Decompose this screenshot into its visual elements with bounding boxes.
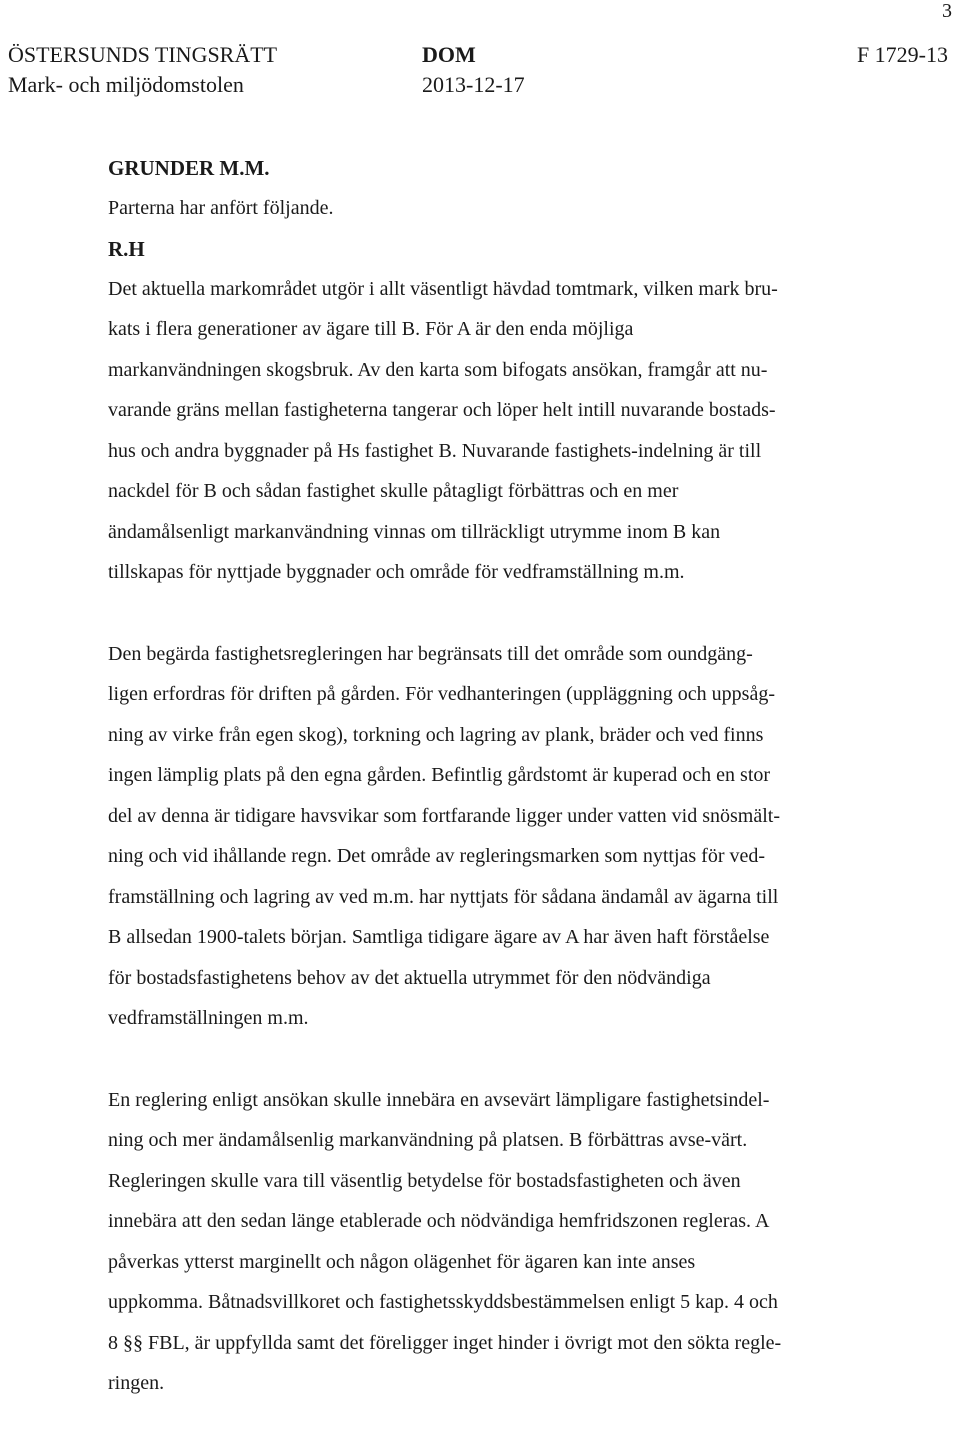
party-label: R.H bbox=[108, 236, 145, 261]
paragraph-spacer bbox=[108, 593, 898, 634]
text-line: B allsedan 1900-talets början. Samtliga tidigare ägare av A har även haft förståelse bbox=[108, 926, 770, 948]
text-line: En reglering enligt ansökan skulle innebära en avsevärt lämpligare fastighetsindel- bbox=[108, 1088, 770, 1111]
text-line: ringen. bbox=[108, 1372, 165, 1394]
text-line: Det aktuella markområdet utgör i allt väsentligt hävdad tomtmark, vilken mark bru- bbox=[108, 277, 778, 300]
paragraph-2 bbox=[108, 634, 898, 1039]
text-line: för bostadsfastighetens behov av det aktuella utrymmet för den nödvändiga bbox=[108, 966, 711, 989]
text-line: kats i flera generationer av ägare till B. För A är den enda möjliga bbox=[108, 318, 634, 340]
text-line: ligen erfordras för driften på gården. För vedhanteringen (uppläggning och uppsåg- bbox=[108, 683, 776, 705]
text-line: nackdel för B och sådan fastighet skulle påtagligt förbättras och en mer bbox=[108, 480, 679, 502]
section-heading: GRUNDER M.M. bbox=[108, 156, 270, 180]
text-line: 8 §§ FBL, är uppfyllda samt det föreligger inget hinder i övrigt mot den sökta regle- bbox=[108, 1331, 782, 1354]
section-intro: Parterna har anfört följande. bbox=[108, 197, 334, 219]
paragraph-spacer bbox=[108, 1039, 898, 1080]
text-line: ning av virke från egen skog), torkning och lagring av plank, bräder och ved finns bbox=[108, 723, 764, 746]
text-line: ingen lämplig plats på den egna gården. Befintlig gårdstomt är kuperad och en stor bbox=[108, 764, 771, 786]
text-line: tillskapas för nyttjade byggnader och område för vedframställning m.m. bbox=[108, 561, 685, 583]
document-date: 2013-12-17 bbox=[422, 72, 525, 97]
text-line: framställning och lagring av ved m.m. har nyttjats för sådana ändamål av ägarna till bbox=[108, 885, 779, 908]
text-line: innebära att den sedan länge etablerade och nödvändiga hemfridszonen regleras. A bbox=[108, 1210, 770, 1232]
text-line: uppkomma. Båtnadsvillkoret och fastighetsskyddsbestämmelsen enligt 5 kap. 4 och bbox=[108, 1291, 778, 1313]
case-number: F 1729-13 bbox=[856, 42, 948, 67]
page-number: 3 bbox=[942, 0, 952, 22]
text-line: vedframställningen m.m. bbox=[108, 1007, 309, 1029]
text-line: Den begärda fastighetsregleringen har begränsats till det område som oundgäng- bbox=[108, 642, 753, 665]
paragraph-1 bbox=[108, 269, 898, 593]
text-line: hus och andra byggnader på Hs fastighet B. Nuvarande fastighets-indelning är till bbox=[108, 439, 762, 462]
text-line: ning och vid ihållande regn. Det område av regleringsmarken som nyttjas för ved- bbox=[108, 845, 766, 867]
document-body bbox=[108, 148, 898, 1404]
text-line: markanvändningen skogsbruk. Av den karta som bifogats ansökan, framgår att nu- bbox=[108, 358, 768, 381]
paragraph-3 bbox=[108, 1080, 898, 1404]
text-line: ning och mer ändamålsenlig markanvändning på platsen. B förbättras avse-värt. bbox=[108, 1129, 748, 1151]
court-division: Mark- och miljödomstolen bbox=[8, 72, 244, 97]
document-type: DOM bbox=[422, 42, 476, 67]
text-line: ändamålsenligt markanvändning vinnas om tillräckligt utrymme inom B kan bbox=[108, 520, 721, 543]
court-name: ÖSTERSUNDS TINGSRÄTT bbox=[8, 42, 278, 67]
text-line: del av denna är tidigare havsvikar som fortfarande ligger under vatten vid snösmält- bbox=[108, 804, 780, 827]
text-line: varande gräns mellan fastigheterna tangerar och löper helt intill nuvarande bostads- bbox=[108, 399, 776, 421]
text-line: påverkas ytterst marginellt och någon olägenhet för ägaren kan inte anses bbox=[108, 1250, 696, 1273]
text-line: Regleringen skulle vara till väsentlig betydelse för bostadsfastigheten och även bbox=[108, 1169, 741, 1192]
